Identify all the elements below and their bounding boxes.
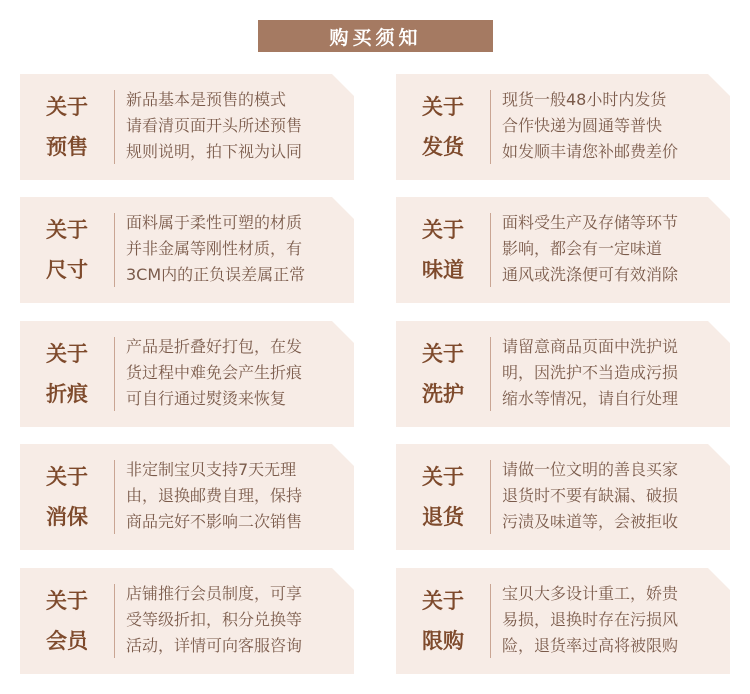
card-heading-top: 关于 [46, 94, 88, 119]
card-heading-bottom: 会员 [46, 628, 88, 653]
card-text: 面料属于柔性可塑的材质 并非金属等刚性材质，有 3CM内的正负误差属正常 [126, 213, 306, 284]
card-heading [20, 321, 114, 427]
card-divider [490, 90, 491, 164]
card-text: 宝贝大多设计重工，娇贵 易损，退换时存在污损风 险，退货率过高将被限购 [502, 584, 679, 655]
card-divider [114, 90, 115, 164]
card-text: 产品是折叠好打包，在发 货过程中难免会产生折痕 可自行通过熨烫来恢复 [126, 337, 303, 408]
notice-card-creases [20, 321, 354, 427]
card-text: 非定制宝贝支持7天无理 由，退换邮费自理，保持 商品完好不影响二次销售 [126, 460, 303, 531]
card-divider [114, 584, 115, 658]
card-heading-top: 关于 [422, 588, 464, 613]
card-heading-bottom: 洗护 [422, 381, 464, 406]
notice-card-smell [396, 197, 730, 303]
card-heading [396, 74, 490, 180]
card-text: 面料受生产及存储等环节 影响，都会有一定味道 通风或洗涤便可有效消除 [502, 213, 679, 284]
card-divider [490, 460, 491, 534]
card-heading-bottom: 尺寸 [46, 257, 88, 282]
card-divider [490, 584, 491, 658]
card-heading-bottom: 味道 [422, 257, 464, 282]
notice-card-presale [20, 74, 354, 180]
card-heading [20, 74, 114, 180]
card-heading [20, 568, 114, 674]
card-heading-top: 关于 [46, 217, 88, 242]
card-text: 现货一般48小时内发货 合作快递为圆通等普快 如发顺丰请您补邮费差价 [502, 90, 679, 161]
card-heading-top: 关于 [46, 464, 88, 489]
notice-card-care [396, 321, 730, 427]
card-heading [396, 321, 490, 427]
notice-card-size [20, 197, 354, 303]
card-divider [114, 460, 115, 534]
card-heading-top: 关于 [46, 341, 88, 366]
card-divider [490, 337, 491, 411]
card-heading [396, 568, 490, 674]
card-heading [20, 197, 114, 303]
card-text: 请做一位文明的善良买家 退货时不要有缺漏、破损 污渍及味道等，会被拒收 [502, 460, 679, 531]
card-heading-bottom: 折痕 [46, 381, 88, 406]
card-heading-top: 关于 [422, 94, 464, 119]
notice-card-membership [20, 568, 354, 674]
card-heading-top: 关于 [46, 588, 88, 613]
card-heading-top: 关于 [422, 217, 464, 242]
notice-card-shipping [396, 74, 730, 180]
card-heading-bottom: 发货 [422, 134, 464, 159]
notice-card-purchase-limit [396, 568, 730, 674]
card-heading-bottom: 预售 [46, 134, 88, 159]
card-text: 新品基本是预售的模式 请看清页面开头所述预售 规则说明，拍下视为认同 [126, 90, 303, 161]
notice-card-consumer-protection [20, 444, 354, 550]
card-divider [490, 213, 491, 287]
card-heading-top: 关于 [422, 341, 464, 366]
card-heading [20, 444, 114, 550]
card-heading [396, 444, 490, 550]
card-text: 店铺推行会员制度，可享 受等级折扣，积分兑换等 活动，详情可向客服咨询 [126, 584, 303, 655]
card-divider [114, 213, 115, 287]
card-divider [114, 337, 115, 411]
card-heading [396, 197, 490, 303]
card-heading-top: 关于 [422, 464, 464, 489]
card-text: 请留意商品页面中洗护说 明，因洗护不当造成污损 缩水等情况，请自行处理 [502, 337, 679, 408]
card-heading-bottom: 限购 [422, 628, 464, 653]
page-title: 购买须知 [258, 20, 493, 52]
card-heading-bottom: 退货 [422, 504, 464, 529]
card-heading-bottom: 消保 [46, 504, 88, 529]
notice-card-returns [396, 444, 730, 550]
